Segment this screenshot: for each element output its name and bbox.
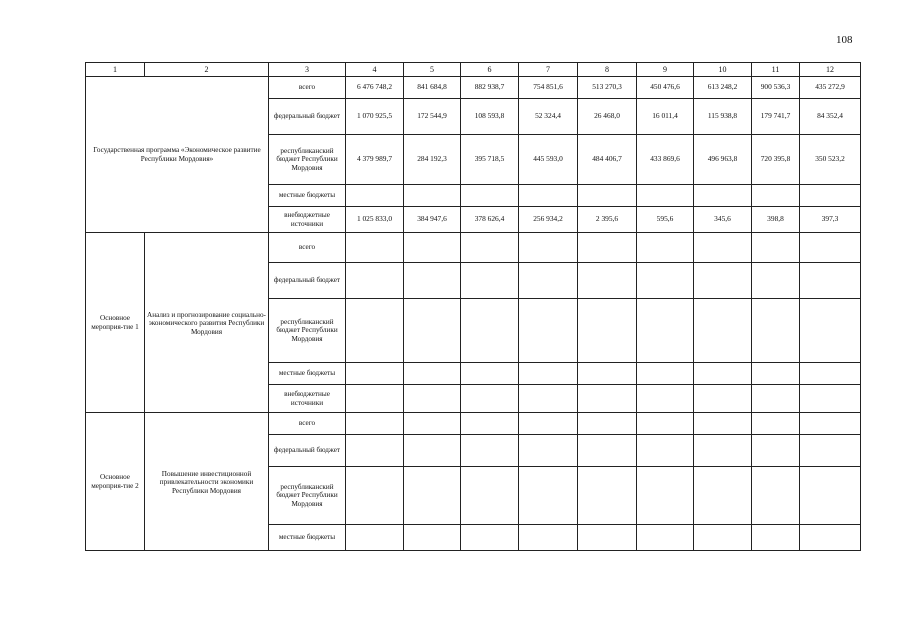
amount-cell: 1 025 833,0 xyxy=(346,207,404,233)
empty-amount-cell xyxy=(637,467,694,525)
empty-amount-cell xyxy=(694,363,752,385)
empty-amount-cell xyxy=(694,233,752,263)
amount-cell: 115 938,8 xyxy=(694,99,752,135)
amount-cell xyxy=(752,185,800,207)
funding-source: всего xyxy=(269,233,346,263)
empty-amount-cell xyxy=(637,435,694,467)
amount-cell xyxy=(578,185,637,207)
amount-cell xyxy=(346,185,404,207)
column-number-11: 11 xyxy=(752,63,800,77)
empty-amount-cell xyxy=(404,467,461,525)
empty-amount-cell xyxy=(578,525,637,551)
amount-cell: 345,6 xyxy=(694,207,752,233)
empty-amount-cell xyxy=(578,299,637,363)
empty-amount-cell xyxy=(519,413,578,435)
empty-amount-cell xyxy=(637,363,694,385)
empty-amount-cell xyxy=(694,467,752,525)
budget-table xyxy=(85,62,861,551)
amount-cell: 841 684,8 xyxy=(404,77,461,99)
empty-amount-cell xyxy=(578,413,637,435)
amount-cell xyxy=(404,185,461,207)
amount-cell: 496 963,8 xyxy=(694,135,752,185)
column-number-6: 6 xyxy=(461,63,519,77)
empty-amount-cell xyxy=(461,299,519,363)
funding-source: местные бюджеты xyxy=(269,363,346,385)
empty-amount-cell xyxy=(404,299,461,363)
empty-amount-cell xyxy=(404,525,461,551)
measure2-row xyxy=(86,413,861,435)
empty-amount-cell xyxy=(578,363,637,385)
empty-amount-cell xyxy=(752,233,800,263)
header-row xyxy=(86,63,861,77)
empty-amount-cell xyxy=(346,363,404,385)
funding-source: федеральный бюджет xyxy=(269,263,346,299)
amount-cell: 882 938,7 xyxy=(461,77,519,99)
empty-amount-cell xyxy=(694,263,752,299)
empty-amount-cell xyxy=(519,467,578,525)
empty-amount-cell xyxy=(800,233,861,263)
column-number-2: 2 xyxy=(145,63,269,77)
empty-amount-cell xyxy=(578,385,637,413)
empty-amount-cell xyxy=(800,363,861,385)
amount-cell: 1 070 925,5 xyxy=(346,99,404,135)
empty-amount-cell xyxy=(637,525,694,551)
amount-cell xyxy=(800,185,861,207)
empty-amount-cell xyxy=(519,525,578,551)
empty-amount-cell xyxy=(404,413,461,435)
amount-cell: 445 593,0 xyxy=(519,135,578,185)
funding-source: республиканский бюджет Республики Мордовия xyxy=(269,135,346,185)
empty-amount-cell xyxy=(578,435,637,467)
empty-amount-cell xyxy=(752,299,800,363)
amount-cell: 513 270,3 xyxy=(578,77,637,99)
empty-amount-cell xyxy=(461,525,519,551)
amount-cell: 754 851,6 xyxy=(519,77,578,99)
empty-amount-cell xyxy=(519,233,578,263)
funding-source: всего xyxy=(269,77,346,99)
empty-amount-cell xyxy=(637,263,694,299)
empty-amount-cell xyxy=(461,263,519,299)
measure1-row xyxy=(86,233,861,263)
empty-amount-cell xyxy=(404,263,461,299)
funding-source: республиканский бюджет Республики Мордовия xyxy=(269,467,346,525)
amount-cell: 397,3 xyxy=(800,207,861,233)
column-number-3: 3 xyxy=(269,63,346,77)
empty-amount-cell xyxy=(578,233,637,263)
empty-amount-cell xyxy=(346,263,404,299)
empty-amount-cell xyxy=(346,525,404,551)
empty-amount-cell xyxy=(800,467,861,525)
empty-amount-cell xyxy=(800,385,861,413)
amount-cell: 2 395,6 xyxy=(578,207,637,233)
empty-amount-cell xyxy=(519,385,578,413)
funding-source: внебюджетные источники xyxy=(269,207,346,233)
measure2-name: Повышение инвестиционной привлекательности экономики Республики Мордовия xyxy=(145,413,269,551)
amount-cell: 435 272,9 xyxy=(800,77,861,99)
amount-cell: 433 869,6 xyxy=(637,135,694,185)
empty-amount-cell xyxy=(404,363,461,385)
empty-amount-cell xyxy=(800,263,861,299)
empty-amount-cell xyxy=(346,435,404,467)
column-number-4: 4 xyxy=(346,63,404,77)
amount-cell: 395 718,5 xyxy=(461,135,519,185)
amount-cell: 450 476,6 xyxy=(637,77,694,99)
amount-cell: 384 947,6 xyxy=(404,207,461,233)
amount-cell: 179 741,7 xyxy=(752,99,800,135)
empty-amount-cell xyxy=(461,233,519,263)
empty-amount-cell xyxy=(800,299,861,363)
empty-amount-cell xyxy=(637,299,694,363)
empty-amount-cell xyxy=(752,435,800,467)
amount-cell: 108 593,8 xyxy=(461,99,519,135)
funding-source: федеральный бюджет xyxy=(269,435,346,467)
empty-amount-cell xyxy=(800,525,861,551)
amount-cell xyxy=(519,185,578,207)
empty-amount-cell xyxy=(637,233,694,263)
empty-amount-cell xyxy=(461,435,519,467)
amount-cell: 16 011,4 xyxy=(637,99,694,135)
empty-amount-cell xyxy=(637,385,694,413)
empty-amount-cell xyxy=(519,263,578,299)
amount-cell: 52 324,4 xyxy=(519,99,578,135)
amount-cell xyxy=(637,185,694,207)
amount-cell: 26 468,0 xyxy=(578,99,637,135)
empty-amount-cell xyxy=(752,413,800,435)
empty-amount-cell xyxy=(404,233,461,263)
empty-amount-cell xyxy=(694,525,752,551)
empty-amount-cell xyxy=(800,413,861,435)
empty-amount-cell xyxy=(404,435,461,467)
amount-cell xyxy=(461,185,519,207)
empty-amount-cell xyxy=(752,385,800,413)
amount-cell: 84 352,4 xyxy=(800,99,861,135)
empty-amount-cell xyxy=(346,299,404,363)
amount-cell: 256 934,2 xyxy=(519,207,578,233)
amount-cell: 900 536,3 xyxy=(752,77,800,99)
empty-amount-cell xyxy=(752,467,800,525)
empty-amount-cell xyxy=(519,363,578,385)
column-number-9: 9 xyxy=(637,63,694,77)
column-number-12: 12 xyxy=(800,63,861,77)
measure1-name: Анализ и прогнозирование социально-экономического развития Республики Мордовия xyxy=(145,233,269,413)
amount-cell: 484 406,7 xyxy=(578,135,637,185)
empty-amount-cell xyxy=(346,385,404,413)
amount-cell xyxy=(694,185,752,207)
amount-cell: 4 379 989,7 xyxy=(346,135,404,185)
empty-amount-cell xyxy=(694,413,752,435)
funding-source: внебюджетные источники xyxy=(269,385,346,413)
funding-source: всего xyxy=(269,413,346,435)
amount-cell: 378 626,4 xyxy=(461,207,519,233)
empty-amount-cell xyxy=(752,263,800,299)
empty-amount-cell xyxy=(752,363,800,385)
measure1-label: Основное мероприя-тие 1 xyxy=(86,233,145,413)
empty-amount-cell xyxy=(346,413,404,435)
empty-amount-cell xyxy=(346,233,404,263)
funding-source: республиканский бюджет Республики Мордовия xyxy=(269,299,346,363)
amount-cell: 398,8 xyxy=(752,207,800,233)
page-number: 108 xyxy=(836,34,853,46)
empty-amount-cell xyxy=(519,299,578,363)
measure2-label: Основное мероприя-тие 2 xyxy=(86,413,145,551)
empty-amount-cell xyxy=(404,385,461,413)
empty-amount-cell xyxy=(578,467,637,525)
column-number-8: 8 xyxy=(578,63,637,77)
program-name: Государственная программа «Экономическое развитие Республики Мордовия» xyxy=(86,77,269,233)
column-number-1: 1 xyxy=(86,63,145,77)
amount-cell: 613 248,2 xyxy=(694,77,752,99)
empty-amount-cell xyxy=(694,435,752,467)
column-number-10: 10 xyxy=(694,63,752,77)
empty-amount-cell xyxy=(637,413,694,435)
empty-amount-cell xyxy=(519,435,578,467)
empty-amount-cell xyxy=(752,525,800,551)
empty-amount-cell xyxy=(578,263,637,299)
program-row xyxy=(86,77,861,99)
funding-source: федеральный бюджет xyxy=(269,99,346,135)
amount-cell: 172 544,9 xyxy=(404,99,461,135)
empty-amount-cell xyxy=(461,363,519,385)
empty-amount-cell xyxy=(694,385,752,413)
empty-amount-cell xyxy=(461,385,519,413)
funding-source: местные бюджеты xyxy=(269,525,346,551)
empty-amount-cell xyxy=(346,467,404,525)
amount-cell: 595,6 xyxy=(637,207,694,233)
column-number-7: 7 xyxy=(519,63,578,77)
amount-cell: 350 523,2 xyxy=(800,135,861,185)
empty-amount-cell xyxy=(694,299,752,363)
amount-cell: 284 192,3 xyxy=(404,135,461,185)
empty-amount-cell xyxy=(461,467,519,525)
column-number-5: 5 xyxy=(404,63,461,77)
empty-amount-cell xyxy=(461,413,519,435)
amount-cell: 720 395,8 xyxy=(752,135,800,185)
empty-amount-cell xyxy=(800,435,861,467)
funding-source: местные бюджеты xyxy=(269,185,346,207)
amount-cell: 6 476 748,2 xyxy=(346,77,404,99)
